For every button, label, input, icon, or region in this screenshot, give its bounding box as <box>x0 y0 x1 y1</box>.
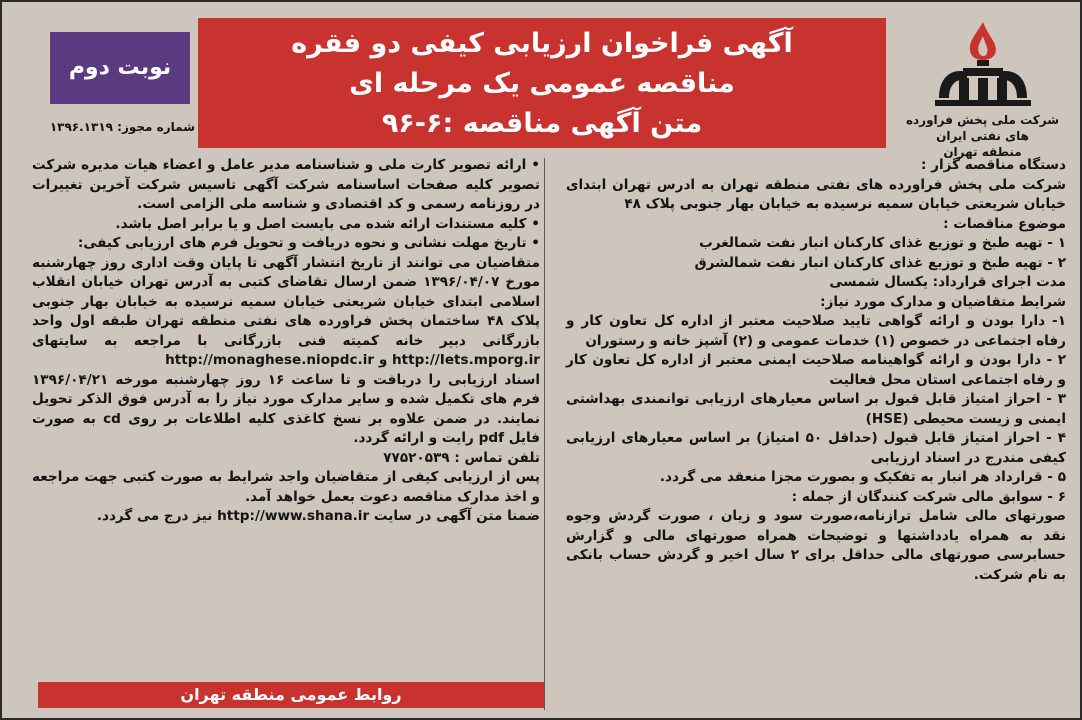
right-column <box>566 156 1066 710</box>
title-banner <box>198 18 886 148</box>
subject-item-2: ۲ - تهیه طبخ و توزیع غذای کارکنان انبار نفت شمالشرق <box>694 254 1066 271</box>
conditions-heading: شرایط متقاضیان و مدارک مورد نیاز: <box>820 293 1066 310</box>
phone-label: تلفن تماس : <box>454 449 540 466</box>
title-line-2: مناقصه عمومی یک مرحله ای <box>349 68 735 99</box>
condition-1: ۱- دارا بودن و ارائه گواهی تایید صلاحیت معتبر از اداره کل تعاون کار و رفاه اجتماعی در خصوص (۱) خدمات عمومی و (۲) آشپز خانه و رستوران <box>566 313 1066 349</box>
website-suffix: نیز درج می گردد. <box>96 508 213 524</box>
url-monaghese[interactable]: http://monaghese.niopdc.ir <box>165 352 375 368</box>
phone-line <box>32 449 540 469</box>
company-logo-block <box>895 16 1070 159</box>
condition-4: ۴ - احراز امتیاز قابل قبول (حداقل ۵۰ امتیاز) بر اساس معیارهای ارزیابی کیفی مندرج در اسناد ارزیابی <box>566 430 1066 466</box>
url-shana[interactable]: http://www.shana.ir <box>217 508 370 524</box>
website-prefix: ضمنا متن آگهی در سایت <box>373 508 540 524</box>
url-iets[interactable]: http://Iets.mporg.ir <box>392 352 540 368</box>
company-region: منطقه تهران <box>943 145 1022 159</box>
deadline-details <box>32 254 540 371</box>
left-column <box>32 156 540 710</box>
website-line <box>32 507 540 527</box>
public-relations-footer: روابط عمومی منطقه تهران <box>38 682 544 708</box>
condition-6: ۶ - سوابق مالی شرکت کنندگان از جمله : <box>791 488 1066 505</box>
bullet-documents: • ارائه تصویر کارت ملی و شناسنامه مدیر عامل و اعضاء هیات مدیره شرکت تصویر کلیه صفحات اساسنامه شرکت آگهی تاسیس شرکت آخرین تغییرات در روزنامه رسمی و کد اقتصادی و شناسه ملی الزامی است. <box>32 156 540 215</box>
deadline-text: متقاضیان می توانند از تاریخ انتشار آگهی تا پایان وقت اداری روز چهارشنبه مورخ ۱۳۹۶/۰۴/۰۷ ضمن ارسال تقاضای کتبی به آدرس تهران خیابان انقلاب اسلامی ابتدای خیابان شریعتی خیابان سمیه نرسیده به خیابان بهار جنوبی پلاک ۴۸ ساختمان پخش فراورده های نفتی منطقه تهران طبقه اول واحد بازرگانی دبیر خانه کمیته فنی بازرگانی با مراجعه به سایتهای <box>32 254 540 349</box>
submission-text: اسناد ارزیابی را دریافت و تا ساعت ۱۶ روز چهارشنبه مورخه ۱۳۹۶/۰۴/۲۱ فرم های تکمیل شده و سایر مدارک مورد نیاز را به آدرس فوق الذکر تحویل نمایند. در ضمن علاوه بر نسخ کاغذی کلیه اطلاعات بر روی cd به صورت فایل pdf رایت و ارائه گردد. <box>32 371 541 446</box>
subject-item-1: ۱ - تهیه طبخ و توزیع غذای کارکنان انبار نفت شمالغرب <box>699 235 1066 251</box>
url-separator: و <box>378 352 388 368</box>
title-line-3: متن آگهی مناقصه :۶-۹۶ <box>381 108 703 139</box>
column-divider <box>544 158 545 710</box>
organizer-address: شرکت ملی پخش فراورده های نفتی منطقه تهران به ادرس تهران ابتدای خیابان شریعتی خیابان سمیه نرسیده به خیابان بهار جنوبی پلاک ۴۸ <box>566 176 1066 212</box>
niopdc-flame-logo-icon <box>923 16 1043 112</box>
bullet-certified: • کلیه مستندات ارائه شده می بایست اصل و یا برابر اصل باشد. <box>32 215 540 235</box>
permit-number: شماره مجوز: ۱۳۹۶.۱۳۱۹ <box>49 120 195 134</box>
company-name: شرکت ملی پخش فراورده های نفتی ایران <box>905 113 1060 143</box>
phone-number: ۷۷۵۲۰۵۳۹ <box>383 449 450 466</box>
organizer-heading: دستگاه مناقصه گزار : <box>920 157 1066 173</box>
contract-duration: مدت اجرای قرارداد: یکسال شمسی <box>829 274 1066 290</box>
bullet-deadline: • تاریخ مهلت نشانی و نحوه دریافت و تحویل فرم های ارزیابی کیفی: <box>32 234 540 254</box>
invitation-text: پس از ارزیابی کیفی از متقاضیان واجد شرایط به صورت کتبی جهت مراجعه و اخذ مدارک مناقصه دعوت بعمل خواهد آمد. <box>32 469 540 505</box>
subject-heading: موضوع مناقصات : <box>943 215 1066 232</box>
title-line-1: آگهی فراخوان ارزیابی کیفی دو فقره <box>291 28 793 59</box>
condition-5: ۵ - قرارداد هر انبار به تفکیک و بصورت مجزا منعقد می گردد. <box>659 469 1066 485</box>
financial-records: صورتهای مالی شامل ترازنامه،صورت سود و زیان ، صورت گردش وجوه نقد به همراه یادداشتها و توضیحات همراه صورتهای مالی و گزارش حسابرسی صورتهای مالی حداقل برای ۲ سال اخیر و گردش حساب بانکی به نام شرکت. <box>566 508 1066 583</box>
condition-2: ۲ - دارا بودن و ارائه گواهینامه صلاحیت ایمنی معتبر از اداره کل تعاون کار و رفاه اجتماعی استان محل فعالیت <box>566 352 1066 388</box>
condition-3: ۳ - احراز امتیاز قابل قبول بر اساس معیارهای ارزیابی توانمندی بهداشتی ایمنی و زیست محیطی (HSE) <box>566 391 1066 427</box>
round-badge: نوبت دوم <box>50 32 190 104</box>
